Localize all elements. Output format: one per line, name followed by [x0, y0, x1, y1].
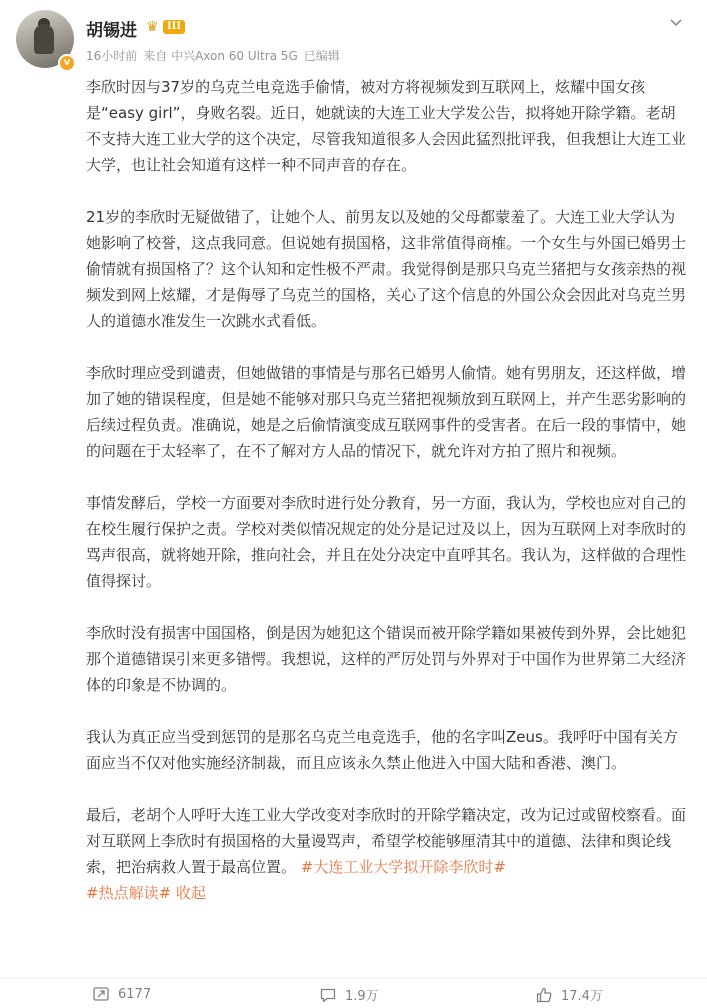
post-paragraph-last — [86, 802, 686, 906]
share-icon — [92, 985, 110, 1003]
post-paragraph: 21岁的李欣时无疑做错了，让她个人、前男友以及她的父母都蒙羞了。大连工业大学认为她影响了校誉，这点我同意。但说她有损国格，这非常值得商榷。一个女生与外国已婚男士偷情就有损国格了？这个认知和定性极不严肃。我觉得倒是那只乌克兰猪把与女孩亲热的视频发到网上炫耀，才是侮辱了乌克兰的国格，关心了这个信息的外国公众会因此对乌克兰男人的道德水准发生一次跳水式看低。 — [86, 208, 687, 330]
level-tag: III — [163, 20, 185, 34]
post-paragraph: 事情发酵后，学校一方面要对李欣时进行处分教育，另一方面，我认为，学校也应对自己的在校生履行保护之责。学校对类似情况规定的处分是记过及以上，因为互联网上对李欣时的骂声很高，就将她开除，推向社会，并且在处分决定中直呼其名。我认为，这样做的合理性值得探讨。 — [86, 494, 687, 590]
comment-button[interactable] — [319, 985, 379, 1004]
verified-badge-icon: v — [58, 54, 76, 72]
post-source: 来自 中兴Axon 60 Ultra 5G — [143, 49, 298, 63]
action-bar — [0, 978, 707, 1008]
author-name[interactable]: 胡锡进 — [86, 21, 137, 41]
post-header — [0, 0, 707, 72]
post-paragraph: 我认为真正应当受到惩罚的是那名乌克兰电竞选手，他的名字叫Zeus。我呼吁中国有关方面应当不仅对他实施经济制裁，而且应该永久禁止他进入中国大陆和香港、澳门。 — [86, 728, 678, 772]
post-time[interactable]: 16小时前 — [86, 49, 138, 63]
hashtag-link[interactable]: #大连工业大学拟开除李欣时# — [300, 858, 506, 876]
edited-label: 已编辑 — [303, 49, 340, 63]
hashtag-link[interactable]: #热点解读# — [86, 884, 172, 902]
post-paragraph: 李欣时因与37岁的乌克兰电竞选手偷情，被对方将视频发到互联网上，炫耀中国女孩是“easy girl”，身败名裂。近日，她就读的大连工业大学发公告，拟将她开除学籍。老胡不支持大连工业大学的这个决定，尽管我知道很多人会因此猛烈批评我，但我想让大连工业大学，也让社会知道有这样一种不同声音的存在。 — [86, 78, 687, 174]
post-paragraph: 李欣时没有损害中国国格，倒是因为她犯这个错误而被开除学籍如果被传到外界，会比她犯那个道德错误引来更多错愕。我想说，这样的严厉处罚与外界对于中国作为世界第二大经济体的印象是不协调的。 — [86, 624, 687, 694]
more-options-button[interactable] — [664, 14, 688, 30]
post-body — [86, 74, 686, 906]
member-level-badge[interactable] — [146, 18, 185, 36]
comment-count: 1.9万 — [345, 989, 379, 1004]
like-button[interactable] — [535, 985, 603, 1004]
post-meta — [86, 47, 346, 64]
collapse-link[interactable]: 收起 — [175, 884, 206, 902]
chevron-down-icon — [668, 14, 684, 30]
comment-icon — [319, 986, 337, 1004]
post-paragraph: 李欣时理应受到谴责，但她做错的事情是与那名已婚男人偷情。她有男朋友，还这样做，增加了她的错误程度，但是她不能够对那只乌克兰猪把视频放到互联网上，并产生恶劣影响的后续过程负责。准确说，她是之后偷情演变成互联网事件的受害者。在后一段的事情中，她的问题在于太轻率了，在不了解对方人品的情况下，就允许对方拍了照片和视频。 — [86, 364, 687, 460]
post-paragraph-text: 最后，老胡个人呼吁大连工业大学改变对李欣时的开除学籍决定，改为记过或留校察看。面对互联网上李欣时有损国格的大量谩骂声，希望学校能够厘清其中的道德、法律和舆论线索，把治病救人置于最高位置。 — [86, 806, 687, 876]
like-count: 17.4万 — [561, 989, 603, 1004]
thumbs-up-icon — [535, 986, 553, 1004]
crown-icon: ♛ — [146, 19, 159, 35]
repost-count: 6177 — [118, 986, 152, 1002]
repost-button[interactable] — [92, 985, 151, 1003]
